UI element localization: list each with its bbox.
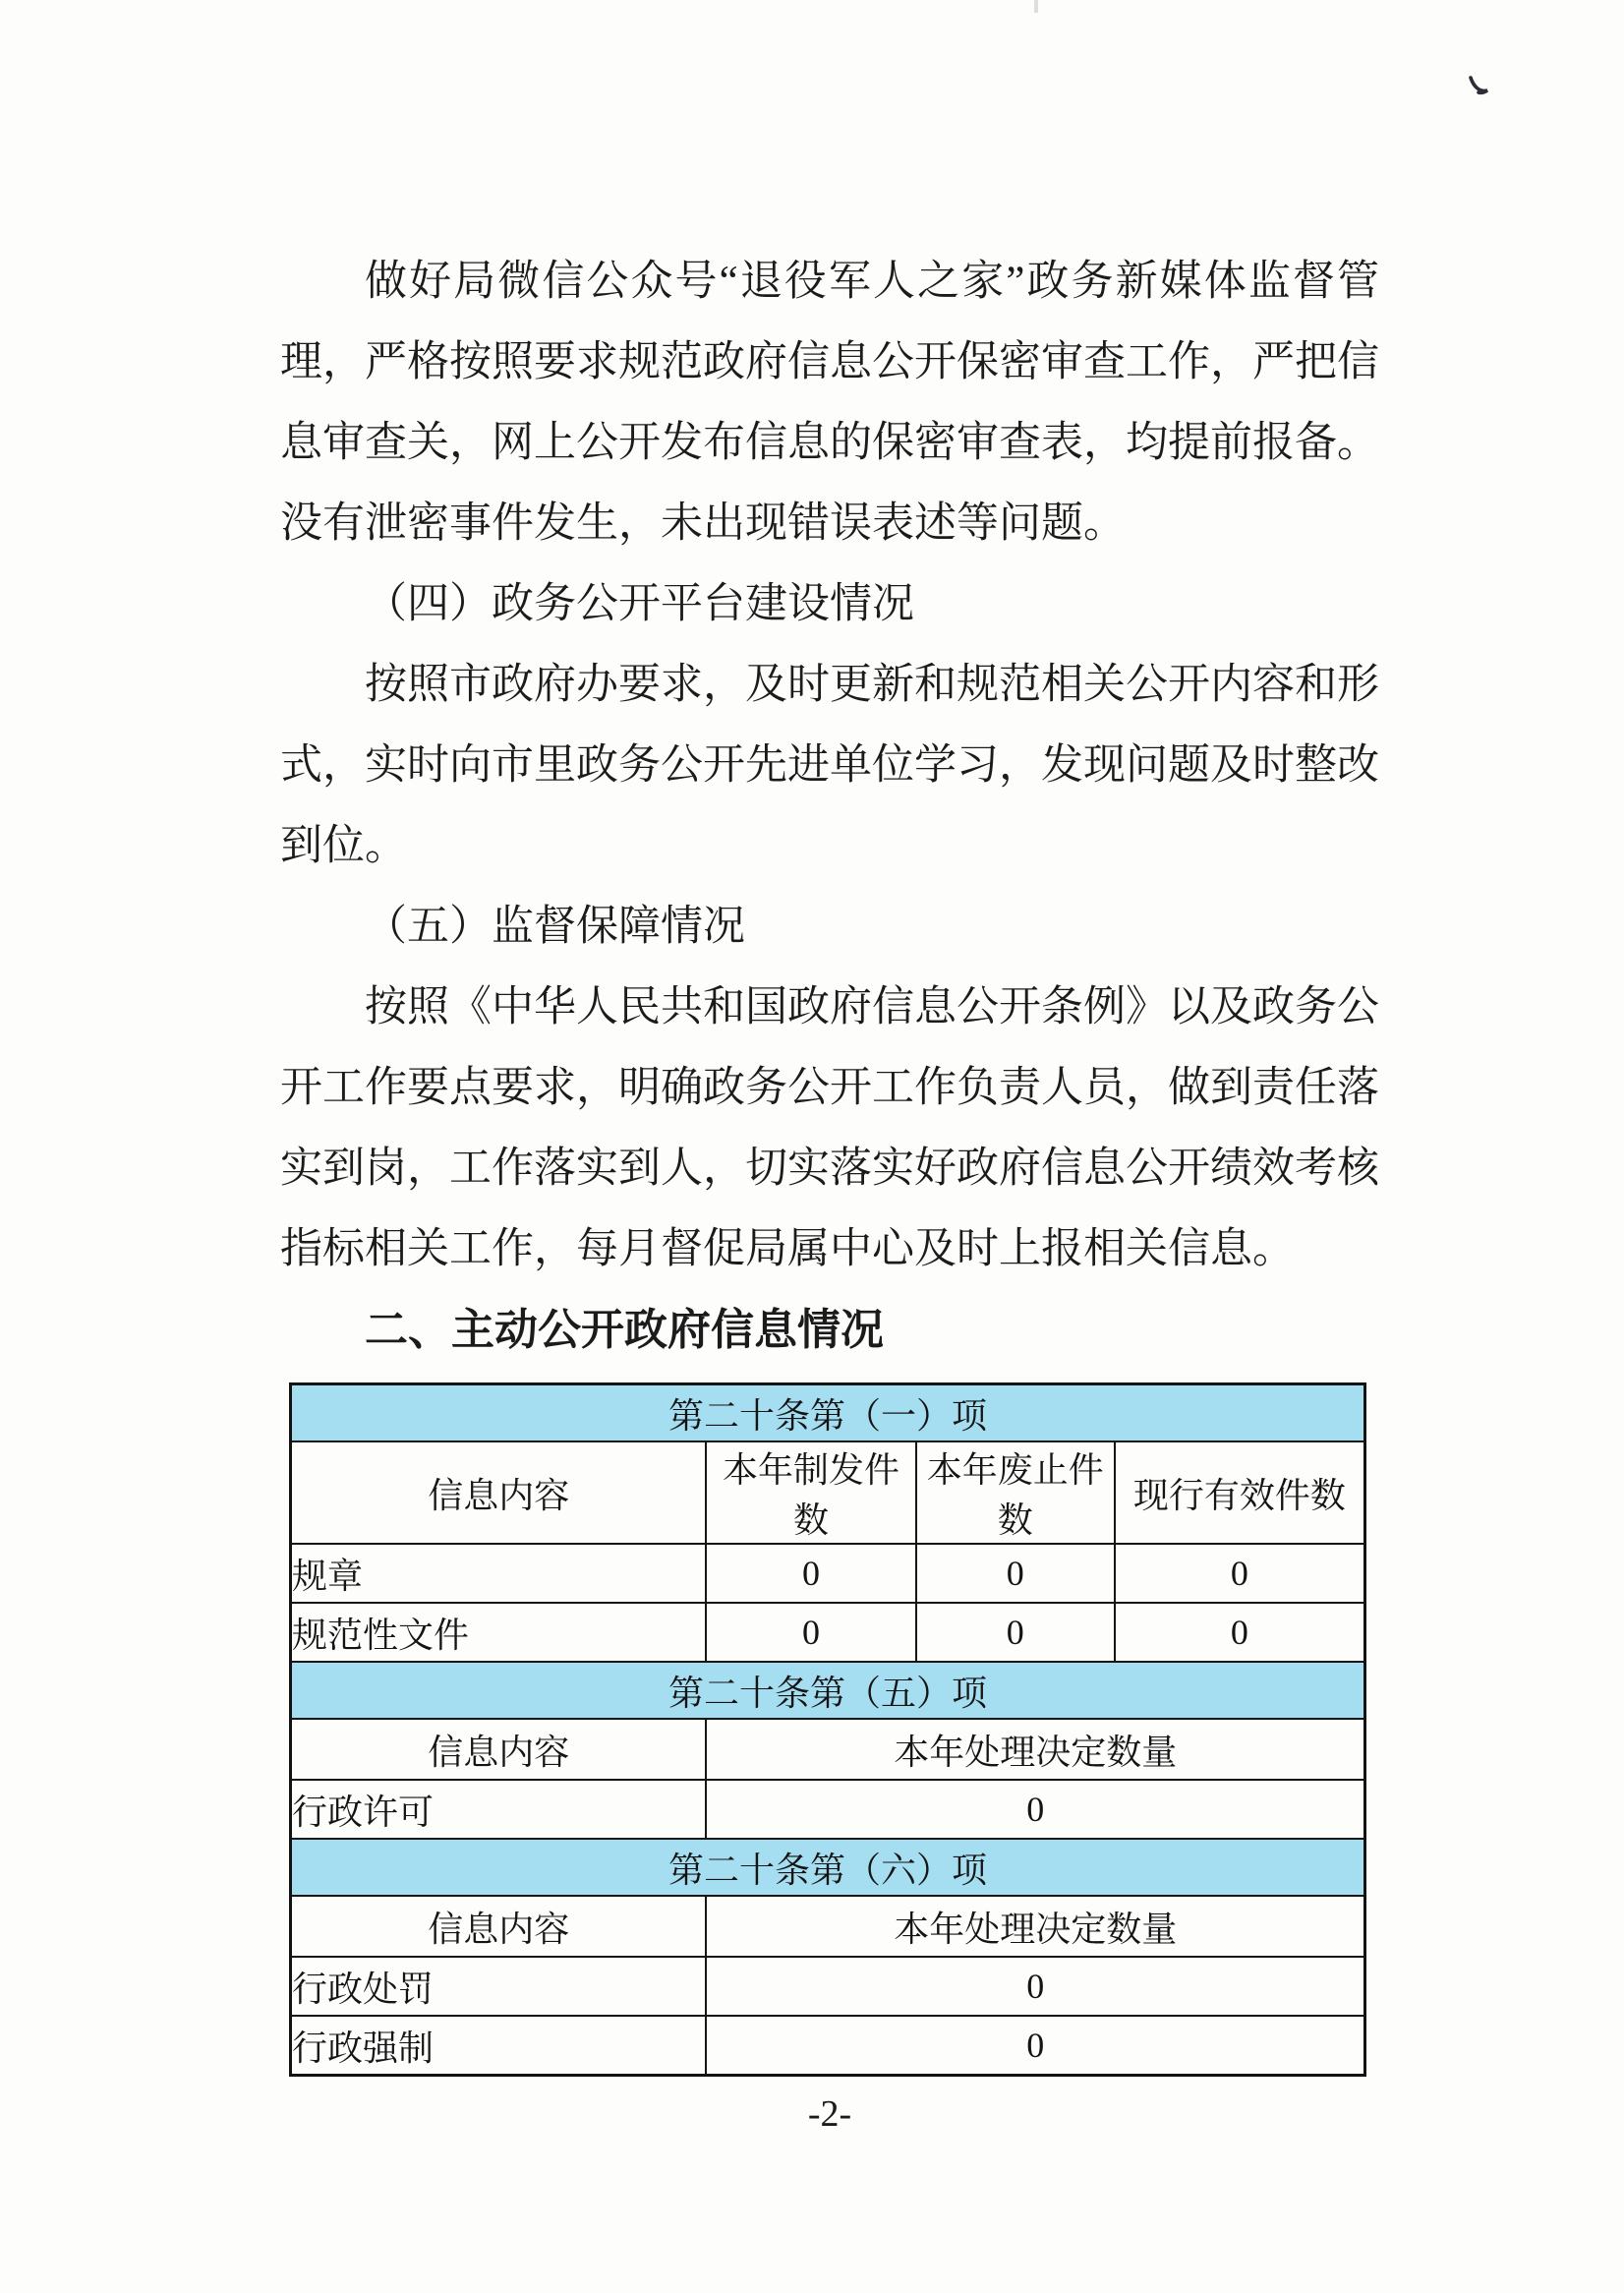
table-value-cell: 0 <box>916 1603 1115 1662</box>
table-header-cell: 信息内容 <box>291 1896 707 1957</box>
body-paragraph: 按照《中华人民共和国政府信息公开条例》以及政务公开工作要点要求，明确政务公开工作负责人员，做到责任落实到岗，工作落实到人，切实落实好政府信息公开绩效考核指标相关工作，每月督促局属中心及时上报相关信息。 <box>280 984 1379 1272</box>
table-header-cell: 本年制发件数 <box>706 1441 915 1544</box>
table-row <box>291 1544 1365 1603</box>
table-row <box>291 1957 1365 2016</box>
table-section-band: 第二十条第（六）项 <box>291 1839 1365 1896</box>
disclosure-table-body <box>291 1384 1365 2076</box>
table-row <box>291 1603 1365 1662</box>
scan-smudge <box>1034 0 1038 13</box>
body-paragraph: 按照市政府办要求，及时更新和规范相关公开内容和形式，实时向市里政务公开先进单位学习，发现问题及时整改到位。 <box>280 662 1379 869</box>
document-body <box>280 242 1379 2136</box>
table-value-cell: 0 <box>706 2016 1364 2076</box>
disclosure-table <box>289 1382 1366 2077</box>
table-header-cell: 本年处理决定数量 <box>706 1896 1364 1957</box>
table-value-cell: 0 <box>706 1780 1364 1839</box>
page-number: -2- <box>807 2093 852 2135</box>
table-row <box>291 1780 1365 1839</box>
table-section-row <box>291 1384 1365 1442</box>
table-label-cell: 规范性文件 <box>291 1603 707 1662</box>
table-value-cell: 0 <box>706 1544 915 1603</box>
table-header-row <box>291 1441 1365 1544</box>
body-paragraph: 做好局微信公众号“退役军人之家”政务新媒体监督管理，严格按照要求规范政府信息公开保密审查工作，严把信息审查关，网上公开发布信息的保密审查表，均提前报备。没有泄密事件发生，未出现错误表述等问题。 <box>280 259 1379 547</box>
table-header-cell: 信息内容 <box>291 1441 707 1544</box>
table-label-cell: 规章 <box>291 1544 707 1603</box>
table-label-cell: 行政处罚 <box>291 1957 707 2016</box>
table-row <box>291 2016 1365 2076</box>
table-header-cell: 本年处理决定数量 <box>706 1719 1364 1780</box>
table-value-cell: 0 <box>706 1603 915 1662</box>
table-section-row <box>291 1839 1365 1896</box>
pen-tick-mark-icon <box>1467 75 1492 98</box>
table-value-cell: 0 <box>1115 1544 1365 1603</box>
table-header-cell: 信息内容 <box>291 1719 707 1780</box>
table-header-cell: 本年废止件数 <box>916 1441 1115 1544</box>
table-label-cell: 行政许可 <box>291 1780 707 1839</box>
table-label-cell: 行政强制 <box>291 2016 707 2076</box>
subsection-heading: （四）政务公开平台建设情况 <box>365 581 914 627</box>
table-value-cell: 0 <box>706 1957 1364 2016</box>
table-section-band: 第二十条第（五）项 <box>291 1662 1365 1719</box>
table-header-row <box>291 1719 1365 1780</box>
table-value-cell: 0 <box>1115 1603 1365 1662</box>
section-heading: 二、主动公开政府信息情况 <box>365 1306 884 1354</box>
table-header-row <box>291 1896 1365 1957</box>
table-section-band: 第二十条第（一）项 <box>291 1384 1365 1442</box>
table-section-row <box>291 1662 1365 1719</box>
table-header-cell: 现行有效件数 <box>1115 1441 1365 1544</box>
subsection-heading: （五）监督保障情况 <box>365 904 745 950</box>
table-value-cell: 0 <box>916 1544 1115 1603</box>
